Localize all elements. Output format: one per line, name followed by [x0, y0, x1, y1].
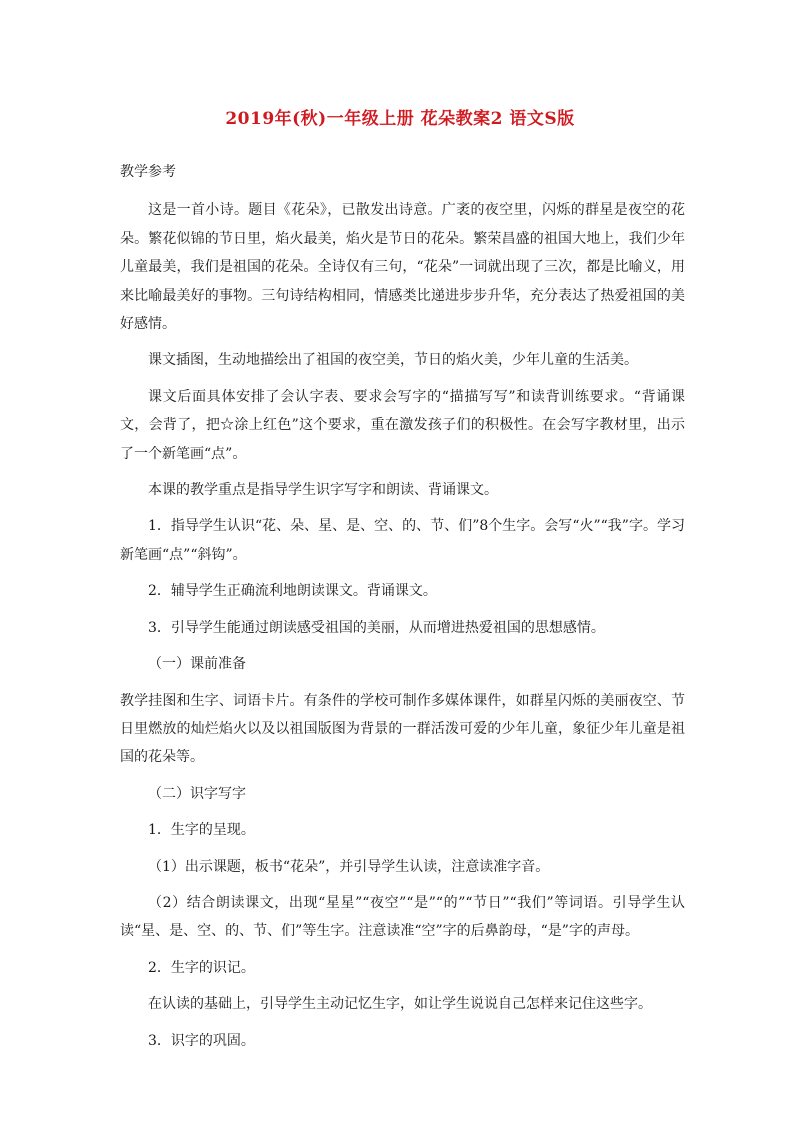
list-item: （1）出示课题，板书“花朵”，并引导学生认读，注意读准字音。: [148, 858, 550, 875]
paragraph: 这是一首小诗。题目《花朵》，已散发出诗意。广袤的夜空里，闪烁的群星是夜空的花朵。繁花似锦的节日里，焰火最美，焰火是节日的花朵。繁荣昌盛的祖国大地上，我们少年儿童最美，我们是祖国的花朵。全诗仅有三句，“花朵”一词就出现了三次，都是比喻义，用来比喻最美好的事物。三句诗结构相同，情感类比递进步步升华，充分表达了热爱祖国的美好感情。: [120, 202, 685, 333]
list-item: 2．生字的识记。: [148, 959, 255, 976]
list-item: 1．生字的呈现。: [148, 822, 255, 839]
paragraph: 本课的教学重点是指导学生识字写字和朗读、背诵课文。: [148, 482, 498, 499]
list-item: 3．识字的巩固。: [148, 1032, 255, 1049]
paragraph: 课文插图，生动地描绘出了祖国的夜空美，节日的焰火美，少年儿童的生活美。: [148, 352, 638, 369]
document-title: 2019年(秋)一年级上册 花朵教案2 语文S版: [225, 109, 575, 129]
list-item: 2．辅导学生正确流利地朗读课文。背诵课文。: [148, 583, 437, 600]
document-body: [120, 158, 685, 1063]
list-item: 1．指导学生认识“花、朵、星、是、空、的、节、们”8个生字。会写“火”“我”字。学习新笔画“点”“斜钩”。: [120, 518, 685, 563]
section-label: 教学参考: [120, 164, 176, 180]
list-item: （2）结合朗读课文，出现“星星”“夜空”“是”“的”“节日”“我们”等词语。引导学生认读“星、是、空、的、节、们”等生字。注意读准“空”字的后鼻韵母，“是”字的声母。: [120, 894, 685, 940]
subsection-heading: （一）课前准备: [148, 656, 246, 673]
paragraph: 在认读的基础上，引导学生主动记忆生字，如让学生说说自己怎样来记住这些字。: [148, 996, 652, 1013]
paragraph: 教学挂图和生字、词语卡片。有条件的学校可制作多媒体课件，如群星闪烁的美丽夜空、节日里燃放的灿烂焰火以及以祖国版图为背景的一群活泼可爱的少年儿童，象征少年儿童是祖国的花朵等。: [120, 692, 685, 766]
list-item: 3．引导学生能通过朗读感受祖国的美丽，从而增进热爱祖国的思想感情。: [148, 619, 605, 636]
subsection-heading: （二）识字写字: [148, 785, 246, 802]
paragraph: 课文后面具体安排了会认字表、要求会写字的“描描写写”和读背训练要求。“背诵课文，会背了，把☆涂上红色”这个要求，重在激发孩子们的积极性。在会写字教材里，出示了一个新笔画“点”。: [120, 388, 685, 462]
